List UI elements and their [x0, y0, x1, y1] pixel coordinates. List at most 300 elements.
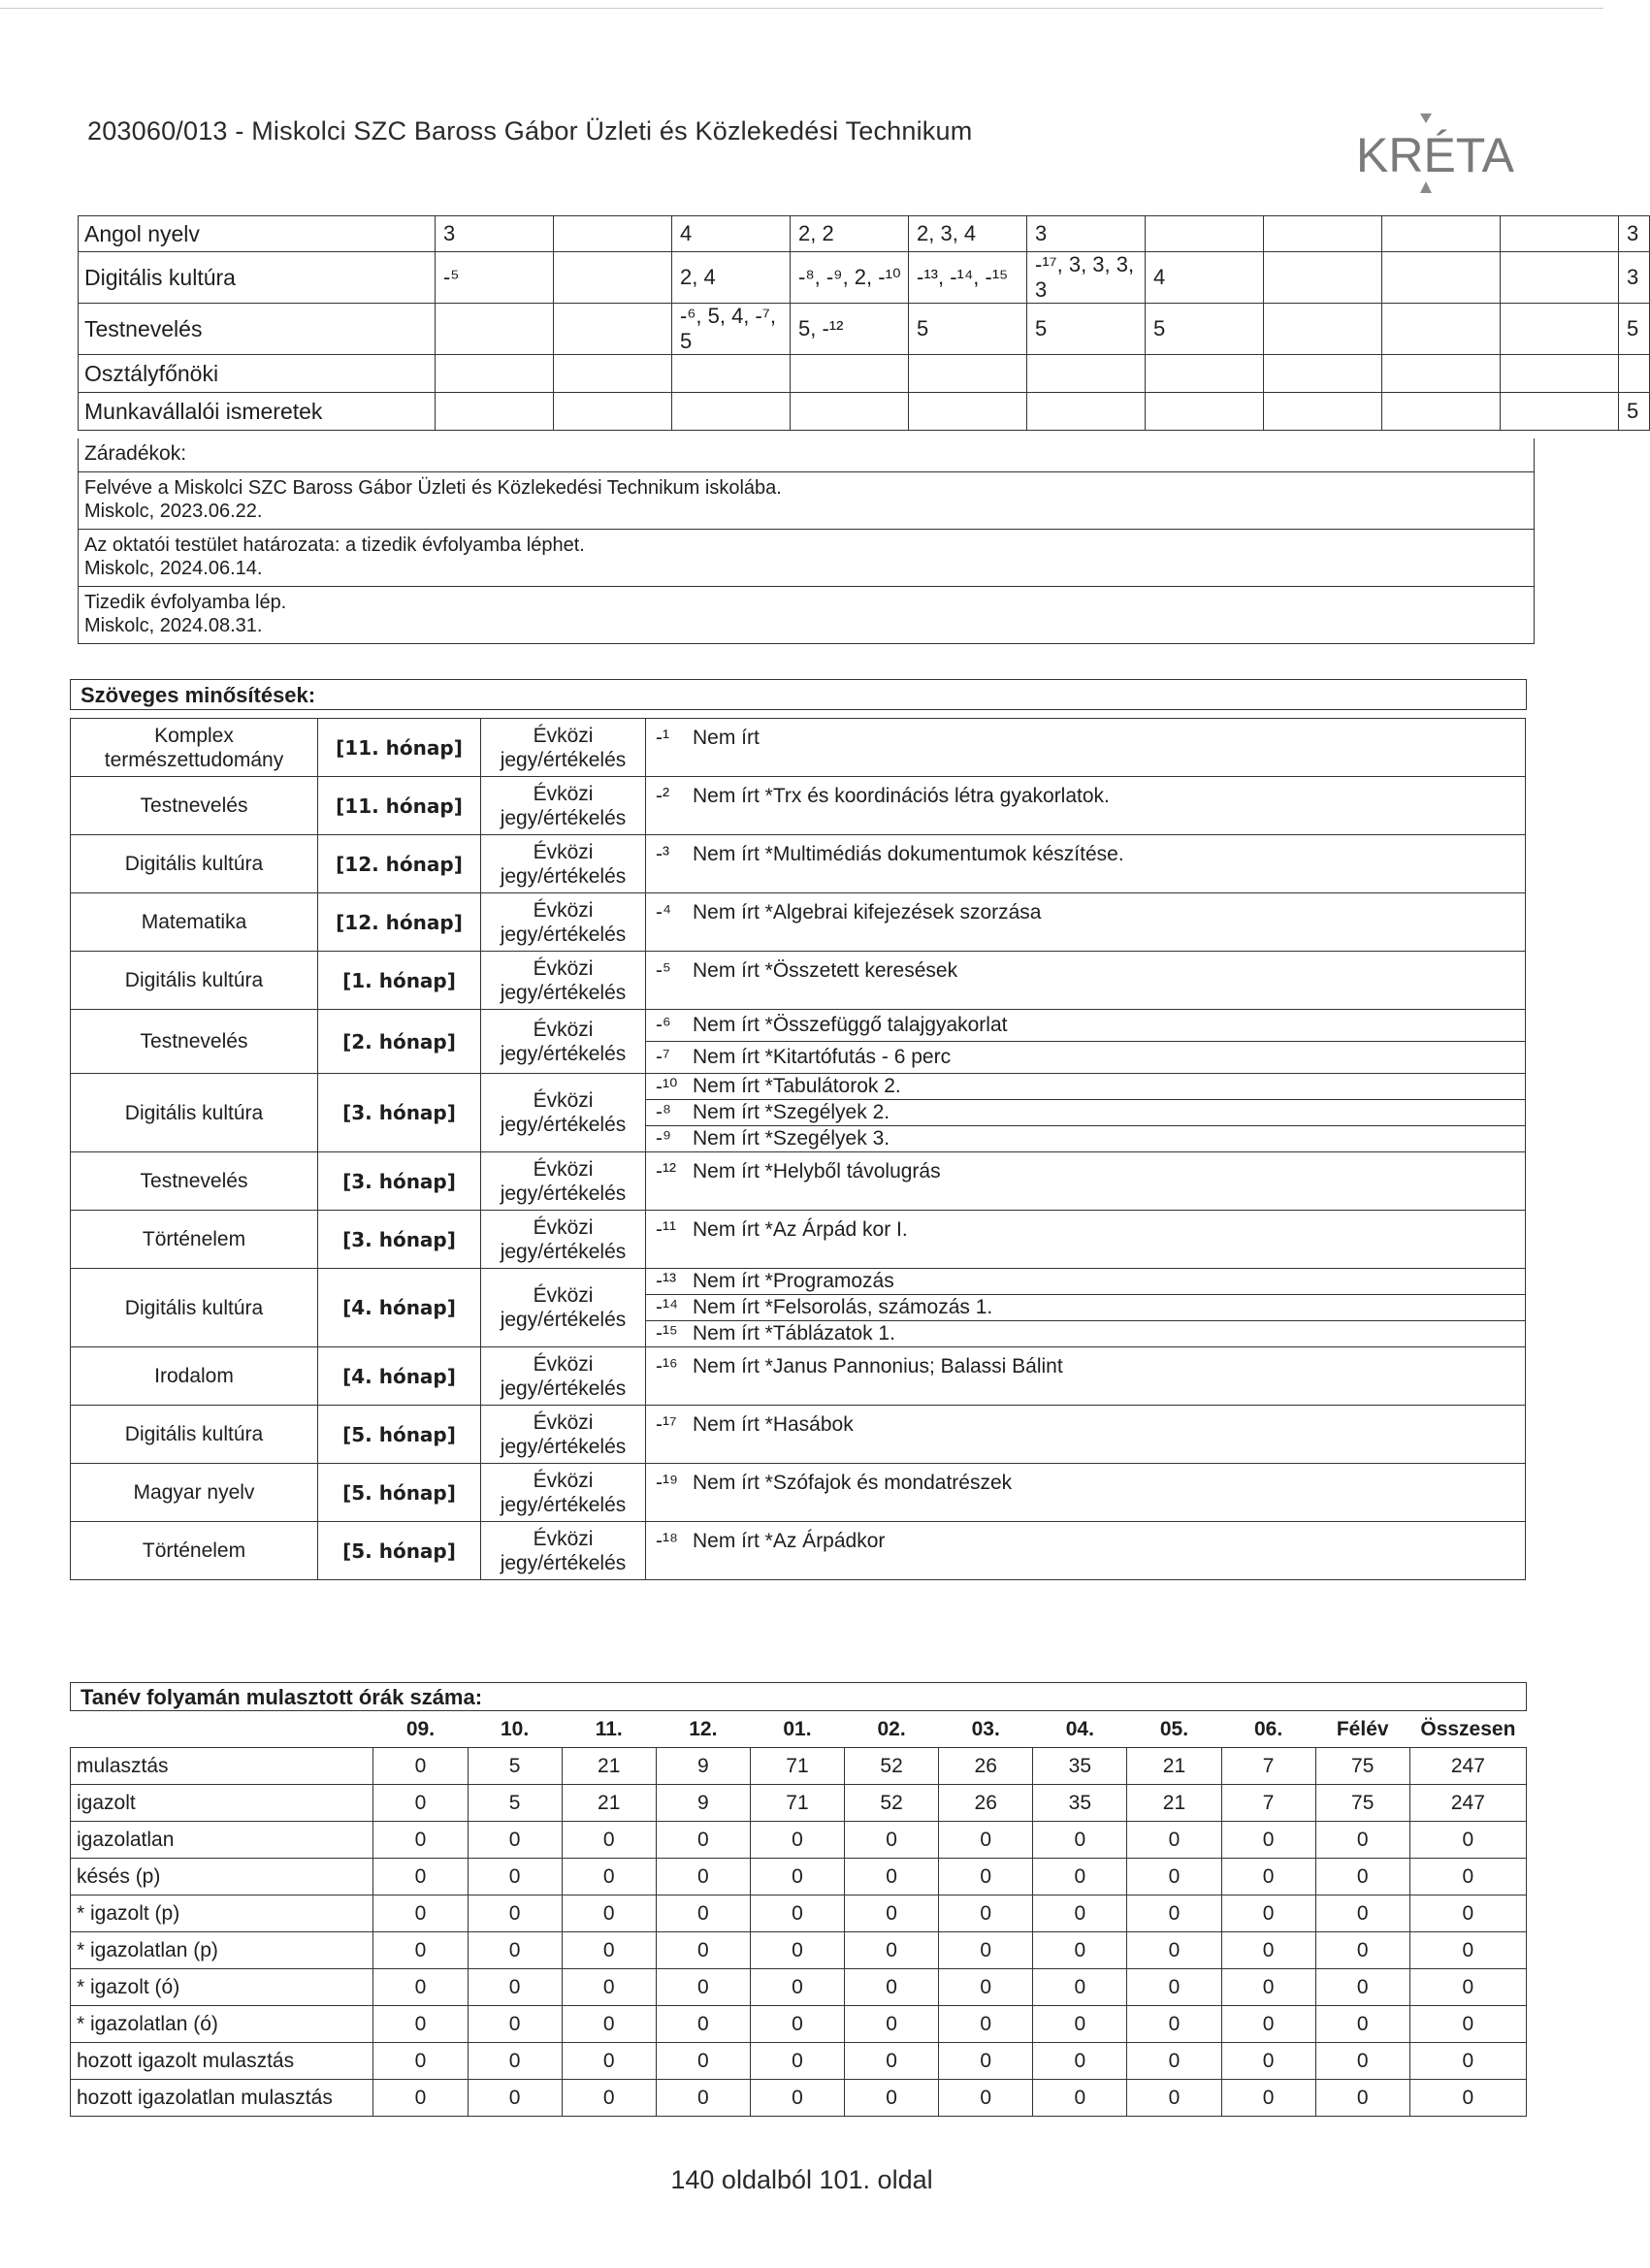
szoveges-type: [481, 1074, 646, 1152]
grade-cell: -⁵: [436, 252, 554, 304]
mulasztas-value: 0: [1033, 2080, 1127, 2117]
mulasztas-value: 0: [1127, 2043, 1221, 2080]
mulasztas-header-row: [71, 1711, 1527, 1748]
mulasztas-value: 247: [1409, 1785, 1526, 1822]
szoveges-type-line1: Évközi: [533, 956, 594, 980]
szoveges-notes: [646, 893, 1526, 952]
note-item: [646, 1347, 1525, 1378]
mulasztas-value: 0: [1221, 1895, 1315, 1932]
note-text: Nem írt *Janus Pannonius; Balassi Bálint: [693, 1355, 1063, 1377]
grade-cell: [436, 393, 554, 431]
note-item: [646, 1321, 1525, 1346]
grade-cell: [1264, 252, 1382, 304]
mulasztas-value: 0: [1409, 2080, 1526, 2117]
mulasztas-header-cell: 04.: [1065, 1717, 1094, 1740]
mulasztas-value: 0: [939, 1822, 1033, 1859]
grade-cell: 3: [1619, 252, 1650, 304]
szoveges-type-line2: jegy/értékelés: [500, 748, 627, 771]
szoveges-subject: Digitális kultúra: [71, 835, 318, 893]
grade-cell: 4: [672, 216, 791, 252]
mulasztas-header-cell: 10.: [500, 1717, 530, 1740]
szoveges-type: [481, 1152, 646, 1211]
mulasztas-row: [71, 1748, 1527, 1785]
mulasztas-row: [71, 1969, 1527, 2006]
mulasztas-value: 0: [562, 2043, 656, 2080]
grade-cell: 5: [1619, 393, 1650, 431]
page-number: 140 oldalból 101. oldal: [670, 2165, 933, 2194]
note-item: [646, 835, 1525, 866]
note-text: Nem írt *Hasábok: [693, 1413, 854, 1436]
grade-row: [79, 252, 1650, 304]
szoveges-type: [481, 952, 646, 1010]
note-item: [646, 952, 1525, 983]
note-mark: -¹⁶: [656, 1355, 678, 1377]
mulasztas-value: 0: [1409, 2043, 1526, 2080]
mulasztas-value: 0: [1221, 1859, 1315, 1895]
szoveges-month: [3. hónap]: [318, 1211, 481, 1269]
mulasztas-value: 0: [750, 1969, 844, 2006]
note-item: [646, 1042, 1525, 1073]
grade-cell: 2, 2: [791, 216, 909, 252]
mulasztas-value: 7: [1221, 1785, 1315, 1822]
grade-cell: [1146, 355, 1264, 393]
note-text: Nem írt *Összefüggő talajgyakorlat: [693, 1014, 1008, 1036]
grade-cell: [1382, 393, 1501, 431]
note-mark: -²: [656, 785, 669, 807]
szoveges-type-line2: jegy/értékelés: [500, 864, 627, 888]
mulasztas-value: 0: [1409, 2006, 1526, 2043]
szoveges-row: [71, 952, 1526, 1010]
mulasztas-row-label: * igazolt (ó): [71, 1969, 373, 2006]
szoveges-type-line1: Évközi: [533, 1215, 594, 1239]
mulasztas-value: 26: [939, 1785, 1033, 1822]
mulasztas-value: 0: [373, 1932, 468, 1969]
mulasztas-value: 21: [562, 1748, 656, 1785]
mulasztas-value: 0: [750, 2006, 844, 2043]
note-mark: -¹⁴: [656, 1296, 679, 1318]
mulasztas-value: 52: [845, 1748, 939, 1785]
szoveges-title: Szöveges minősítések:: [70, 679, 1527, 710]
grade-cell: 2, 3, 4: [909, 216, 1027, 252]
logo-text: KRÉTA: [1356, 128, 1514, 182]
szoveges-subject: Testnevelés: [71, 1010, 318, 1074]
mulasztas-row: [71, 1822, 1527, 1859]
mulasztas-value: 0: [939, 1895, 1033, 1932]
mulasztas-row-label: hozott igazolatlan mulasztás: [71, 2080, 373, 2117]
mulasztas-title: Tanév folyamán mulasztott órák száma:: [70, 1682, 1527, 1711]
szoveges-notes: [646, 777, 1526, 835]
note-text: Nem írt *Kitartófutás - 6 perc: [693, 1046, 952, 1068]
mulasztas-value: 0: [468, 2006, 562, 2043]
mulasztas-header-cell: 01.: [783, 1717, 812, 1740]
szoveges-type-line2: jegy/értékelés: [500, 1114, 627, 1136]
szoveges-type-line1: Évközi: [533, 1089, 594, 1112]
mulasztas-value: 0: [373, 2006, 468, 2043]
mulasztas-value: 0: [750, 1822, 844, 1859]
note-text: Nem írt *Az Árpádkor: [693, 1530, 886, 1552]
mulasztas-value: 0: [845, 1895, 939, 1932]
grade-cell: 5: [1146, 304, 1264, 355]
zaradek-entry: [79, 587, 1534, 643]
mulasztas-row: [71, 1859, 1527, 1895]
grade-cell: [554, 216, 672, 252]
mulasztas-row-label: * igazolatlan (p): [71, 1932, 373, 1969]
mulasztas-value: 0: [1127, 1932, 1221, 1969]
grade-cell: 5, -¹²: [791, 304, 909, 355]
zaradek-entry-date: Miskolc, 2024.08.31.: [84, 615, 263, 636]
mulasztas-value: 0: [562, 1822, 656, 1859]
grade-cell: [791, 355, 909, 393]
mulasztas-value: 0: [750, 1895, 844, 1932]
mulasztas-value: 9: [656, 1748, 750, 1785]
mulasztas-value: 0: [1409, 1822, 1526, 1859]
grade-cell: 3: [436, 216, 554, 252]
note-item: [646, 1295, 1525, 1321]
mulasztas-value: 0: [1127, 1895, 1221, 1932]
szoveges-month: [5. hónap]: [318, 1406, 481, 1464]
zaradek-entry: [79, 472, 1534, 530]
mulasztas-row: [71, 2006, 1527, 2043]
szoveges-notes: [646, 1010, 1526, 1074]
note-mark: -¹⁵: [656, 1322, 678, 1345]
mulasztas-header-cell: 11.: [595, 1717, 623, 1740]
szoveges-type: [481, 1406, 646, 1464]
mulasztas-value: 0: [1127, 1859, 1221, 1895]
mulasztas-value: 0: [750, 2043, 844, 2080]
szoveges-type-line1: Évközi: [533, 840, 594, 863]
mulasztas-value: 0: [939, 1932, 1033, 1969]
mulasztas-value: 0: [1033, 1969, 1127, 2006]
szoveges-type-line1: Évközi: [533, 1410, 594, 1434]
szoveges-subject: Digitális kultúra: [71, 1269, 318, 1347]
note-item: [646, 893, 1525, 924]
szoveges-type-line1: Évközi: [533, 724, 594, 747]
grade-cell: -¹³, -¹⁴, -¹⁵: [909, 252, 1027, 304]
szoveges-month: [11. hónap]: [318, 719, 481, 777]
grade-cell: [1501, 216, 1619, 252]
zaradek-section: [78, 438, 1535, 644]
zaradek-entry: [79, 530, 1534, 587]
mulasztas-value: 0: [845, 1859, 939, 1895]
szoveges-notes: [646, 1347, 1526, 1406]
szoveges-row: [71, 1010, 1526, 1074]
grade-subject: Angol nyelv: [79, 216, 436, 252]
mulasztas-value: 0: [656, 2043, 750, 2080]
mulasztas-value: 0: [468, 1932, 562, 1969]
mulasztas-value: 0: [373, 1969, 468, 2006]
note-item: [646, 1211, 1525, 1242]
grade-subject: Digitális kultúra: [79, 252, 436, 304]
mulasztas-value: 0: [1033, 1932, 1127, 1969]
szoveges-type: [481, 893, 646, 952]
note-item: [646, 1406, 1525, 1437]
szoveges-type-line1: Évközi: [533, 782, 594, 805]
mulasztas-row: [71, 2080, 1527, 2117]
mulasztas-table: [70, 1711, 1527, 2117]
mulasztas-value: 0: [845, 1969, 939, 2006]
mulasztas-value: 0: [750, 2080, 844, 2117]
grade-cell: [554, 393, 672, 431]
mulasztas-value: 0: [562, 1932, 656, 1969]
szoveges-table: [70, 718, 1526, 1580]
grade-cell: [1501, 355, 1619, 393]
grade-cell: 3: [1027, 216, 1146, 252]
grade-cell: [791, 393, 909, 431]
szoveges-type-line1: Évközi: [533, 1469, 594, 1492]
szoveges-month: [5. hónap]: [318, 1522, 481, 1580]
mulasztas-value: 35: [1033, 1748, 1127, 1785]
szoveges-month: [3. hónap]: [318, 1152, 481, 1211]
mulasztas-value: 21: [1127, 1748, 1221, 1785]
szoveges-type-line2: jegy/értékelés: [500, 1377, 627, 1400]
mulasztas-value: 0: [373, 2043, 468, 2080]
mulasztas-value: 0: [562, 1895, 656, 1932]
zaradek-entry-date: Miskolc, 2023.06.22.: [84, 501, 263, 522]
zaradek-label: Záradékok:: [79, 438, 1534, 472]
mulasztas-value: 0: [1315, 2006, 1409, 2043]
mulasztas-value: 0: [1127, 1969, 1221, 2006]
mulasztas-value: 0: [562, 2006, 656, 2043]
grade-cell: 5: [909, 304, 1027, 355]
note-mark: -¹⁸: [656, 1530, 678, 1552]
mulasztas-value: 0: [656, 2006, 750, 2043]
szoveges-subject: Digitális kultúra: [71, 1074, 318, 1152]
mulasztas-value: 0: [1221, 2006, 1315, 2043]
top-rule: [0, 8, 1603, 9]
mulasztas-value: 0: [1409, 1895, 1526, 1932]
mulasztas-value: 0: [1221, 1969, 1315, 2006]
grade-cell: [554, 252, 672, 304]
mulasztas-value: 0: [845, 1932, 939, 1969]
szoveges-type-line2: jegy/értékelés: [500, 1551, 627, 1574]
note-item: [646, 1269, 1525, 1295]
mulasztas-value: 0: [656, 1859, 750, 1895]
zaradek-entry-text: Tizedik évfolyamba lép.: [84, 592, 287, 613]
grade-row: [79, 355, 1650, 393]
note-mark: -¹⁰: [656, 1075, 678, 1098]
note-text: Nem írt: [693, 727, 760, 749]
szoveges-month: [2. hónap]: [318, 1010, 481, 1074]
mulasztas-value: 0: [468, 2080, 562, 2117]
grade-cell: 2, 4: [672, 252, 791, 304]
grade-cell: [672, 355, 791, 393]
grade-cell: -⁸, -⁹, 2, -¹⁰: [791, 252, 909, 304]
mulasztas-row-label: igazolatlan: [71, 1822, 373, 1859]
szoveges-type: [481, 1211, 646, 1269]
note-text: Nem írt *Programozás: [693, 1270, 894, 1292]
mulasztas-row: [71, 1895, 1527, 1932]
grade-cell: [554, 304, 672, 355]
szoveges-type-line2: jegy/értékelés: [500, 1240, 627, 1263]
szoveges-row: [71, 1152, 1526, 1211]
mulasztas-value: 0: [1127, 1822, 1221, 1859]
note-text: Nem írt *Összetett keresések: [693, 959, 958, 982]
szoveges-type-line2: jegy/értékelés: [500, 1309, 627, 1331]
mulasztas-header-cell: 09.: [405, 1717, 436, 1740]
note-item: [646, 777, 1525, 808]
szoveges-type-line1: Évközi: [533, 1018, 594, 1041]
mulasztas-value: 52: [845, 1785, 939, 1822]
grade-cell: 4: [1146, 252, 1264, 304]
note-text: Nem írt *Trx és koordinációs létra gyakorlatok.: [693, 785, 1110, 807]
szoveges-month: [4. hónap]: [318, 1347, 481, 1406]
mulasztas-value: 0: [656, 2080, 750, 2117]
mulasztas-value: 0: [1033, 1859, 1127, 1895]
grade-cell: -¹⁷, 3, 3, 3, 3: [1027, 252, 1146, 304]
note-mark: -⁴: [656, 901, 672, 923]
note-text: Nem írt *Helyből távolugrás: [693, 1160, 941, 1183]
szoveges-subject: Történelem: [71, 1522, 318, 1580]
mulasztas-value: 0: [373, 1785, 468, 1822]
mulasztas-header-cell: 06.: [1253, 1717, 1283, 1740]
mulasztas-value: 7: [1221, 1748, 1315, 1785]
mulasztas-value: 0: [1033, 1895, 1127, 1932]
szoveges-type: [481, 1010, 646, 1074]
szoveges-type: [481, 1269, 646, 1347]
zaradek-entry-text: Az oktatói testület határozata: a tizedik évfolyamba léphet.: [84, 535, 585, 556]
szoveges-type-line1: Évközi: [533, 1284, 594, 1307]
note-mark: -³: [656, 843, 669, 865]
mulasztas-header-cell: Félév: [1336, 1717, 1389, 1740]
grade-cell: [1501, 304, 1619, 355]
mulasztas-row-label: igazolt: [71, 1785, 373, 1822]
note-mark: -⁹: [656, 1127, 671, 1150]
grade-cell: [436, 304, 554, 355]
mulasztas-value: 0: [656, 1822, 750, 1859]
szoveges-notes: [646, 952, 1526, 1010]
mulasztas-value: 5: [468, 1748, 562, 1785]
mulasztas-value: 0: [468, 1969, 562, 2006]
mulasztas-value: 247: [1409, 1748, 1526, 1785]
szoveges-type-line2: jegy/értékelés: [500, 1182, 627, 1205]
szoveges-type-line1: Évközi: [533, 1157, 594, 1181]
note-mark: -⁵: [656, 959, 671, 982]
szoveges-notes: [646, 1211, 1526, 1269]
szoveges-subject: Testnevelés: [71, 1152, 318, 1211]
grade-cell: [909, 355, 1027, 393]
szoveges-row: [71, 777, 1526, 835]
mulasztas-value: 0: [1315, 1859, 1409, 1895]
grade-cell: 5: [1027, 304, 1146, 355]
szoveges-type-line2: jegy/értékelés: [500, 1493, 627, 1516]
szoveges-subject: Magyar nyelv: [71, 1464, 318, 1522]
mulasztas-value: 35: [1033, 1785, 1127, 1822]
mulasztas-value: 0: [1409, 1932, 1526, 1969]
note-text: Nem írt *Tabulátorok 2.: [693, 1075, 901, 1097]
note-text: Nem írt *Szegélyek 3.: [693, 1127, 890, 1150]
mulasztas-value: 0: [1221, 2043, 1315, 2080]
mulasztas-value: 0: [562, 1969, 656, 2006]
szoveges-type: [481, 835, 646, 893]
mulasztas-row-label: késés (p): [71, 1859, 373, 1895]
note-mark: -¹⁹: [656, 1472, 678, 1494]
mulasztas-value: 0: [656, 1932, 750, 1969]
mulasztas-value: 0: [1127, 2006, 1221, 2043]
mulasztas-header-cell: 02.: [877, 1717, 906, 1740]
note-item: [646, 1522, 1525, 1553]
mulasztas-value: 0: [1315, 1932, 1409, 1969]
mulasztas-value: 0: [750, 1932, 844, 1969]
mulasztas-value: 0: [939, 2006, 1033, 2043]
szoveges-type-line2: jegy/értékelés: [500, 981, 627, 1004]
szoveges-type-line1: Évközi: [533, 898, 594, 922]
mulasztas-value: 0: [1315, 2080, 1409, 2117]
szoveges-type-line2: jegy/értékelés: [500, 806, 627, 829]
zaradek-entry-date: Miskolc, 2024.06.14.: [84, 558, 263, 579]
mulasztas-header-cell: 05.: [1159, 1717, 1189, 1740]
mulasztas-header-cell: 03.: [971, 1717, 1000, 1740]
mulasztas-value: 0: [562, 2080, 656, 2117]
note-item: [646, 1074, 1525, 1100]
mulasztas-value: 0: [1033, 2006, 1127, 2043]
szoveges-notes: [646, 1406, 1526, 1464]
grade-cell: [1146, 393, 1264, 431]
mulasztas-value: 0: [1315, 1969, 1409, 2006]
mulasztas-value: 0: [373, 1748, 468, 1785]
szoveges-subject: Digitális kultúra: [71, 1406, 318, 1464]
mulasztas-value: 0: [1315, 2043, 1409, 2080]
mulasztas-row-label: * igazolatlan (ó): [71, 2006, 373, 2043]
mulasztas-value: 0: [1221, 1822, 1315, 1859]
note-mark: -⁷: [656, 1046, 670, 1068]
note-item: [646, 1126, 1525, 1151]
grade-cell: 3: [1619, 216, 1650, 252]
grade-cell: [1382, 304, 1501, 355]
szoveges-month: [12. hónap]: [318, 893, 481, 952]
note-text: Nem írt *Szegélyek 2.: [693, 1101, 890, 1123]
mulasztas-value: 0: [373, 1895, 468, 1932]
szoveges-row: [71, 1347, 1526, 1406]
note-text: Nem írt *Táblázatok 1.: [693, 1322, 895, 1345]
szoveges-type-line2: jegy/értékelés: [500, 1435, 627, 1458]
szoveges-row: [71, 1074, 1526, 1152]
szoveges-type-line2: jegy/értékelés: [500, 1042, 627, 1065]
mulasztas-value: 0: [373, 1822, 468, 1859]
szoveges-type-line1: Évközi: [533, 1352, 594, 1376]
szoveges-month: [1. hónap]: [318, 952, 481, 1010]
szoveges-row: [71, 719, 1526, 777]
note-mark: -¹²: [656, 1160, 676, 1183]
szoveges-type-line2: jegy/értékelés: [500, 923, 627, 946]
mulasztas-value: 71: [750, 1785, 844, 1822]
szoveges-notes: [646, 1464, 1526, 1522]
szoveges-row: [71, 1406, 1526, 1464]
szoveges-row: [71, 1522, 1526, 1580]
grade-row: [79, 216, 1650, 252]
szoveges-type: [481, 1347, 646, 1406]
szoveges-notes: [646, 1522, 1526, 1580]
grade-cell: -⁶, 5, 4, -⁷, 5: [672, 304, 791, 355]
mulasztas-value: 0: [1315, 1822, 1409, 1859]
szoveges-row: [71, 1464, 1526, 1522]
grades-table: [78, 215, 1650, 431]
mulasztas-value: 0: [468, 2043, 562, 2080]
mulasztas-value: 0: [939, 1969, 1033, 2006]
grade-cell: [436, 355, 554, 393]
mulasztas-value: 0: [939, 2080, 1033, 2117]
grade-cell: [1501, 393, 1619, 431]
mulasztas-value: 0: [373, 1859, 468, 1895]
mulasztas-value: 0: [656, 1969, 750, 2006]
mulasztas-value: 0: [1315, 1895, 1409, 1932]
szoveges-subject: Digitális kultúra: [71, 952, 318, 1010]
mulasztas-value: 0: [1221, 1932, 1315, 1969]
mulasztas-value: 0: [468, 1859, 562, 1895]
szoveges-notes: [646, 1074, 1526, 1152]
note-text: Nem írt *Szófajok és mondatrészek: [693, 1472, 1013, 1494]
mulasztas-row: [71, 2043, 1527, 2080]
mulasztas-value: 21: [1127, 1785, 1221, 1822]
